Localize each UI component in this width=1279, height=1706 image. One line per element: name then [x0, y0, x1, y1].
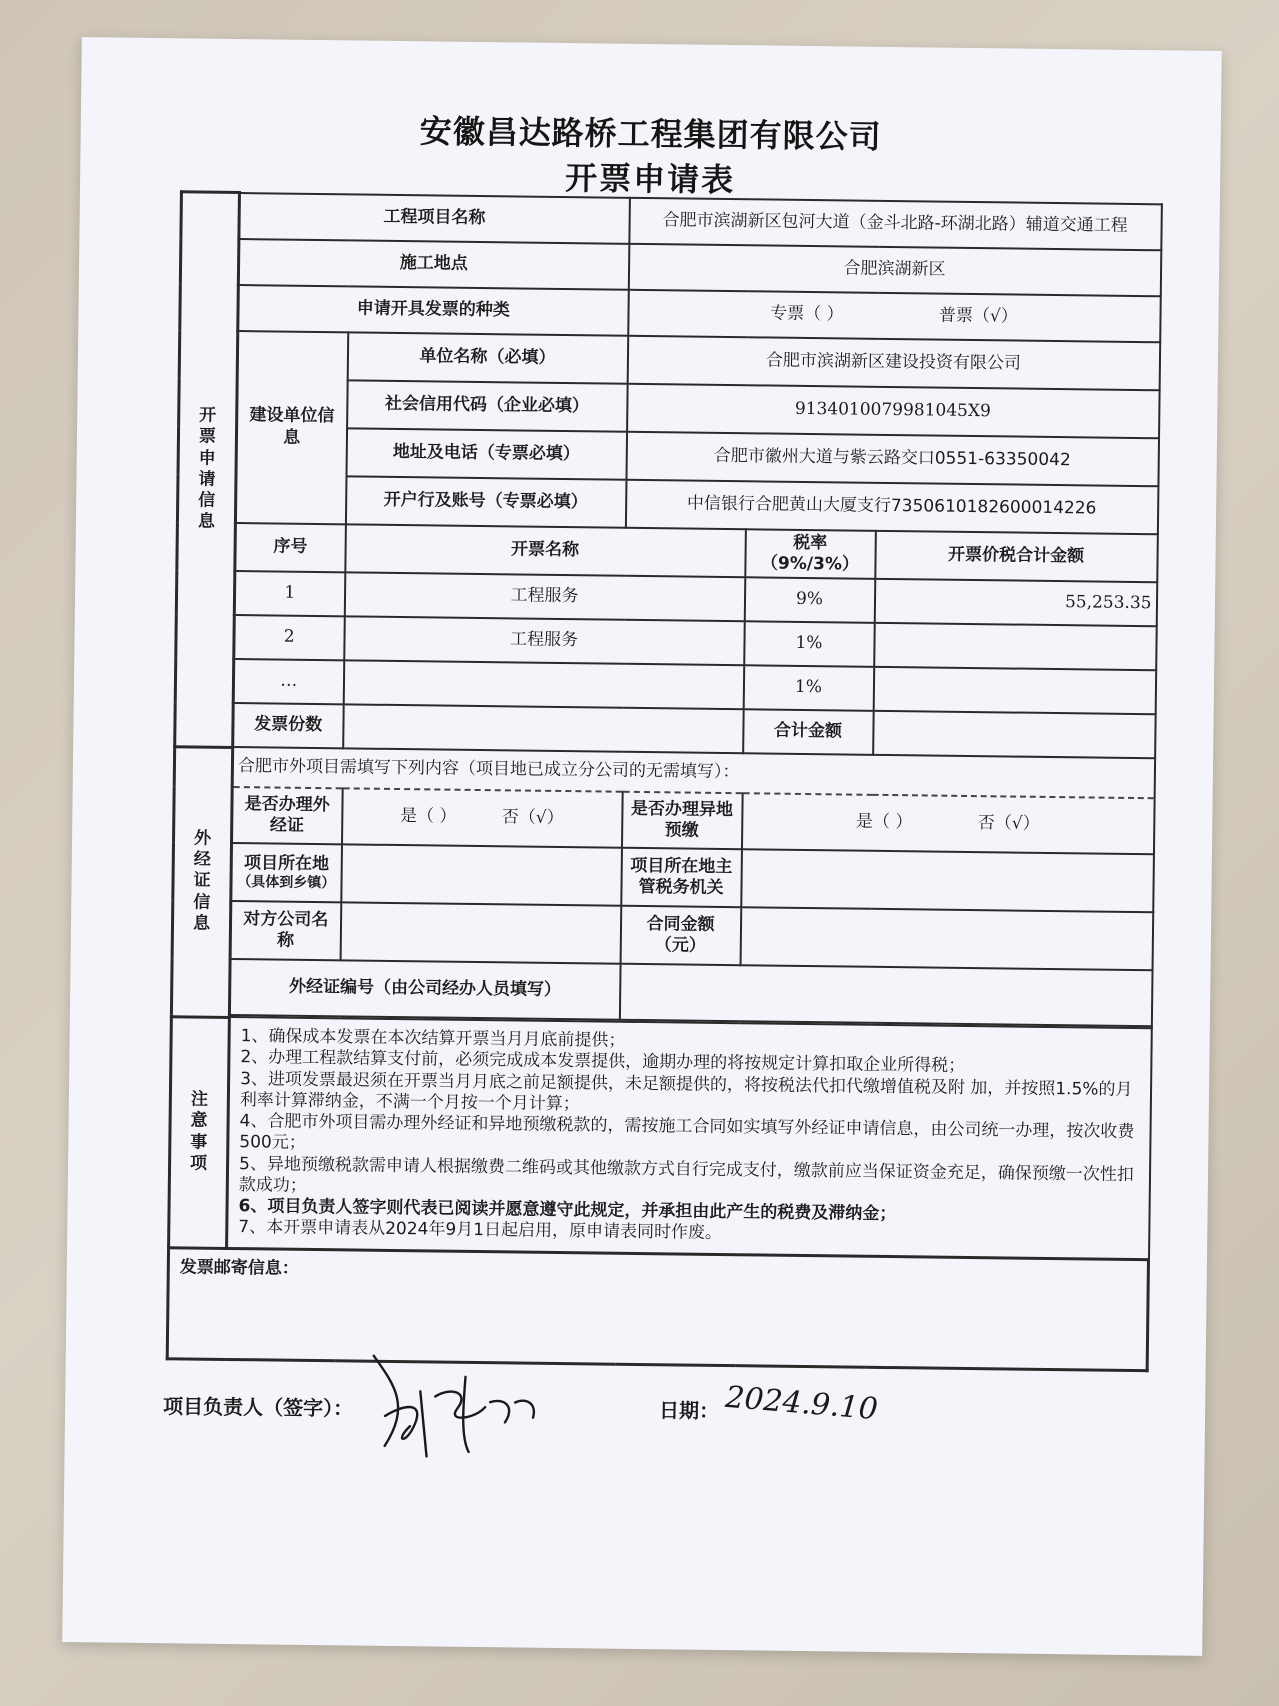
- invoice-type-special-checkbox[interactable]: 专票（ ）: [770, 303, 844, 325]
- total-label: 合计金额: [743, 709, 874, 755]
- date-value-handwritten: 2024.9.10: [724, 1379, 880, 1428]
- credit-code-label: 社会信用代码（企业必填）: [347, 380, 628, 431]
- items-header-amount: 开票价税合计金额: [875, 530, 1158, 582]
- note-item: 3、进项发票最迟须在开票当月月底之前足额提供，未足额提供的，将按税法代扣代缴增值税及附 加，并按照1.5%的月利率计算滞纳金，不满一个月按一个月计算；: [239, 1068, 1133, 1115]
- ext-location-label-cell: [231, 843, 342, 902]
- mail-info-field[interactable]: [167, 1247, 1148, 1370]
- invoice-count-field[interactable]: [343, 704, 744, 753]
- ext-contract-label: 合同金额（元）: [620, 906, 741, 965]
- invoice-type-normal-checkbox[interactable]: 普票（√）: [938, 305, 1018, 327]
- builder-group-label: 建设单位信息: [235, 331, 347, 524]
- ext-contract-field[interactable]: [740, 907, 1153, 970]
- items-header-rate: 税率（9%/3%）: [745, 529, 876, 579]
- item-amount: [873, 667, 1156, 714]
- items-header-name: 开票名称: [345, 524, 746, 577]
- note-item: 7、本开票申请表从2024年9月1日起启用，原申请表同时作废。: [238, 1217, 723, 1244]
- ext-license-no-checkbox[interactable]: 否（√）: [501, 807, 564, 829]
- note-item: 6、项目负责人签字则代表已阅读并愿意遵守此规定，并承担由此产生的税费及滞纳金；: [238, 1196, 897, 1225]
- ext-number-label: 外经证编号（由公司经办人员填写）: [229, 959, 620, 1020]
- application-form-sheet: [62, 37, 1222, 1656]
- date-label: 日期：: [658, 1398, 720, 1423]
- mail-info-label: 发票邮寄信息：: [179, 1256, 299, 1279]
- invoice-application-table: [166, 190, 1163, 1371]
- address-phone-label: 地址及电话（专票必填）: [346, 428, 627, 479]
- signer-label: 项目负责人（签字）：: [162, 1394, 354, 1421]
- total-amount-field[interactable]: [873, 711, 1156, 758]
- ext-party-field[interactable]: [340, 902, 621, 963]
- note-item: 1、确保成本发票在本次结算开票当月月底前提供；: [240, 1026, 626, 1051]
- item-rate: 9%: [744, 577, 875, 623]
- form-title: 开票申请表: [564, 159, 736, 200]
- ext-license-yes-checkbox[interactable]: 是（ ）: [399, 806, 457, 828]
- ext-prepay-yes-checkbox[interactable]: 是（ ）: [855, 811, 913, 833]
- ext-prepay-options: [741, 793, 1154, 854]
- item-name: 工程服务: [344, 572, 745, 621]
- item-no: 1: [234, 571, 345, 616]
- ext-prepay-label: 是否办理异地预缴: [621, 792, 742, 849]
- note-item: 5、异地预缴税款需申请人根据缴费二维码或其他缴款方式自行完成支付，缴款前应当保证资金充足，确保预缴一次性扣款成功；: [238, 1153, 1134, 1196]
- bank-account-label: 开户行及账号（专票必填）: [345, 476, 626, 527]
- site-value: 合肥滨湖新区: [628, 243, 1161, 295]
- invoice-type-options: [628, 289, 1161, 341]
- ext-tax-office-field[interactable]: [741, 849, 1154, 912]
- site-label: 施工地点: [238, 239, 629, 290]
- item-amount: 55,253.35: [874, 579, 1157, 626]
- item-amount: [874, 623, 1157, 670]
- invoice-count-label: 发票份数: [233, 703, 344, 748]
- items-header-no: 序号: [235, 523, 346, 573]
- ext-license-options: [342, 788, 623, 847]
- ext-prepay-no-checkbox[interactable]: 否（√）: [977, 813, 1040, 835]
- project-name-label: 工程项目名称: [239, 193, 630, 244]
- item-no: 2: [234, 615, 345, 660]
- ext-number-field[interactable]: [619, 964, 1152, 1026]
- section-apply-label: 开 票 申 请 信 息: [175, 192, 240, 747]
- builder-name-value: 合肥市滨湖新区建设投资有限公司: [627, 335, 1160, 389]
- ext-location-sub: （具体到乡镇）: [237, 873, 336, 892]
- note-item: 4、合肥市外项目需办理外经证和异地预缴税款的，需按施工合同如实填写外经证申请信息，由公司统一办理，按次收费500元；: [239, 1111, 1135, 1154]
- external-note: 合肥市外项目需填写下列内容（项目地已成立分公司的无需填写）：: [232, 747, 1154, 798]
- item-no: …: [233, 659, 344, 704]
- invoice-type-label: 申请开具发票的种类: [238, 285, 629, 336]
- builder-name-label: 单位名称（必填）: [347, 332, 628, 383]
- credit-code-value: 9134010079981045X9: [627, 383, 1160, 437]
- bank-account-value: 中信银行合肥黄山大厦支行7350610182600014226: [625, 479, 1158, 533]
- section-external-label: 外 经 证 信 息: [171, 746, 232, 1017]
- address-phone-value: 合肥市徽州大道与紫云路交口0551-63350042: [626, 431, 1159, 485]
- item-name: 工程服务: [344, 616, 745, 665]
- ext-location-label: 项目所在地: [243, 852, 330, 874]
- project-name-value: 合肥市滨湖新区包河大道（金斗北路-环湖北路）辅道交通工程: [629, 197, 1162, 249]
- ext-location-field[interactable]: [341, 844, 622, 905]
- item-rate: 1%: [744, 621, 875, 667]
- ext-tax-office-label: 项目所在地主管税务机关: [621, 848, 742, 907]
- ext-party-label: 对方公司名称: [230, 901, 341, 960]
- note-item: 2、办理工程款结算支付前，必须完成成本发票提供，逾期办理的将按规定计算扣取企业所得税；: [240, 1047, 966, 1077]
- ext-license-label: 是否办理外经证: [232, 787, 343, 844]
- item-name: [343, 660, 744, 709]
- notes-list: [227, 1017, 1152, 1259]
- company-title: 安徽昌达路桥工程集团有限公司: [419, 112, 882, 156]
- signature-image: [364, 1346, 595, 1469]
- section-notes-label: 注 意 事 项: [169, 1016, 230, 1248]
- item-rate: 1%: [743, 665, 874, 711]
